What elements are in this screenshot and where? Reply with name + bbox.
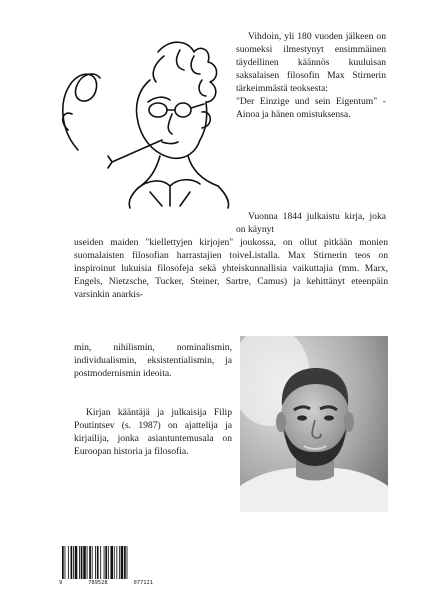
- translator-portrait-photo: [240, 336, 388, 512]
- barcode-bar: [127, 546, 128, 579]
- barcode-bar: [104, 546, 105, 579]
- history-lead: [236, 210, 386, 236]
- intro-title-line: "Der Einzige und sein Eigentum" - Ainoa ja hänen omistuksensa.: [236, 96, 386, 120]
- barcode-bar: [92, 546, 93, 579]
- barcode-bar: [62, 546, 64, 579]
- barcode-bar: [119, 546, 120, 579]
- history-body-text: useiden maiden "kiellettyjen kirjojen" joukossa, on ollut pitkään monien suomalaisten filosofian harrastajien toiveListalla. Max Stirnerin teos on inspiroinut lukuisia filosofeja sekä yhteiskunnallisia vaikuttajia (mm. Marx, Engels, Nietzsche, Tucker, Steiner, Sartre, Camus) ja kehittänyt eteenpäin varsinkin anarkis-: [74, 237, 388, 300]
- barcode-bar: [108, 546, 109, 579]
- barcode-bar: [87, 546, 88, 579]
- barcode-bar: [121, 546, 124, 579]
- barcode-bar: [124, 546, 126, 579]
- barcode-bar: [114, 546, 115, 579]
- barcode-digit-group-1: 789528: [88, 580, 108, 586]
- barcode-bar: [89, 546, 91, 579]
- barcode-bar: [65, 546, 66, 579]
- barcode-bar: [97, 546, 99, 579]
- barcode-bar: [75, 546, 78, 579]
- history-tail: [74, 341, 232, 380]
- barcode-bar: [81, 546, 83, 579]
- barcode-digit-group-2: 077121: [133, 580, 153, 586]
- barcode-bar: [71, 546, 73, 579]
- barcode-bar: [100, 546, 101, 579]
- barcode-bars: [58, 546, 154, 579]
- history-lead-text: Vuonna 1844 julkaistu kirja, joka on käynyt: [236, 211, 386, 235]
- translator-paragraph: [74, 406, 232, 458]
- barcode-bar: [110, 546, 113, 579]
- stirner-sketch-illustration: [38, 30, 238, 210]
- history-paragraph: [74, 236, 388, 301]
- isbn-barcode: [58, 546, 154, 586]
- barcode-bar: [83, 546, 86, 579]
- intro-text: Vihdoin, yli 180 vuoden jälkeen on suomeksi ilmestynyt ensimmäinen täydellinen käännös kuuluisan saksalaisen filosofin Max Stirnerin tärkeimmästä teoksesta:: [236, 31, 386, 94]
- barcode-digit-prefix: 9: [59, 580, 63, 586]
- barcode-bar: [73, 546, 74, 579]
- barcode-bar: [105, 546, 107, 579]
- barcode-bar: [68, 546, 69, 579]
- translator-text: Kirjan kääntäjä ja julkaisija Filip Poutintsev (s. 1987) on ajattelija ja kirjailija, jonka asiantuntemusala on Euroopan historia ja filosofia.: [74, 407, 232, 457]
- barcode-bar: [116, 546, 117, 579]
- intro-paragraph: [236, 30, 386, 121]
- barcode-digits: [58, 580, 154, 586]
- history-tail-text: min, nihilismin, nominalismin, individualismin, eksistentialismin, ja postmodernismin ideoita.: [74, 342, 232, 379]
- barcode-bar: [79, 546, 80, 579]
- barcode-bar: [95, 546, 96, 579]
